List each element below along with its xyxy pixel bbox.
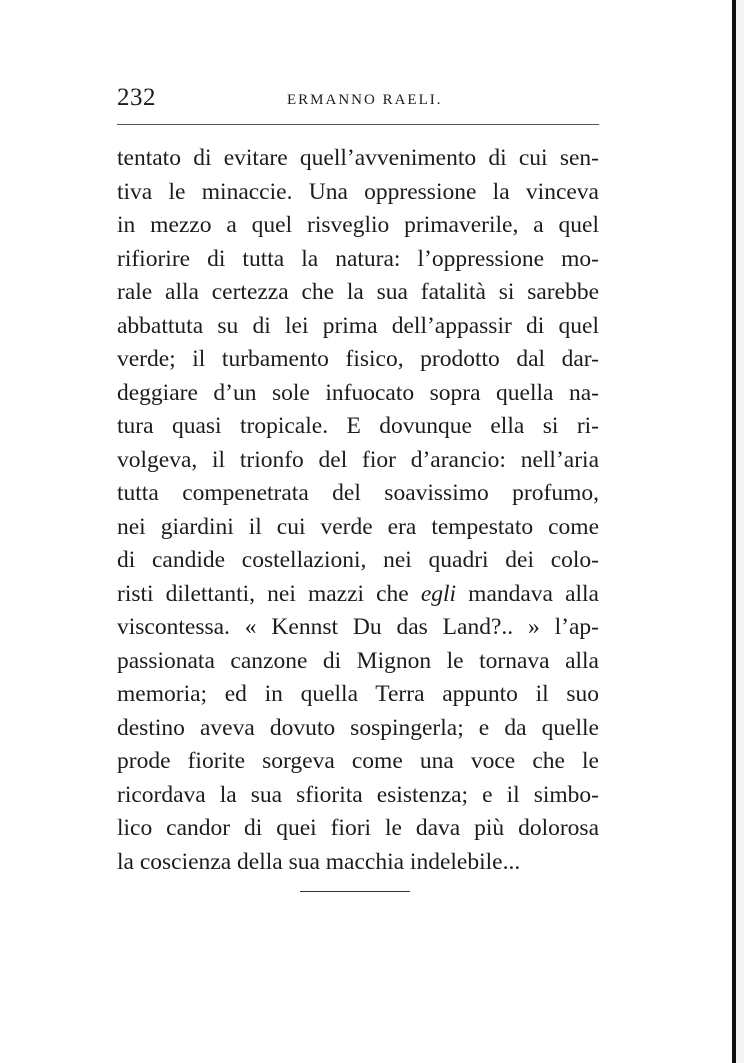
text-line: abbattuta su di lei prima dell’appassir di quel — [117, 312, 599, 339]
italic-word: egli — [420, 580, 457, 607]
end-rule — [300, 891, 410, 892]
text-line: tentato di evitare quell’avvenimento di cui sen- — [117, 145, 599, 171]
page-number: 232 — [117, 84, 156, 111]
text-line-end: mandava alla — [456, 580, 599, 607]
header-rule — [117, 124, 599, 125]
text-line — [117, 578, 599, 612]
text-line: deggiare d’un sole infuocato sopra quella na- — [117, 379, 599, 406]
text-line: verde; il turbamento fisico, prodotto dal dar- — [117, 346, 599, 372]
text-line: prode fiorite sorgeva come una voce che le — [117, 748, 599, 774]
text-line: tura quasi tropicale. E dovunque ella si ri- — [117, 413, 599, 439]
text-line: di candide costellazioni, nei quadri dei colo- — [117, 547, 599, 573]
text-line: in mezzo a quel risveglio primaverile, a quel — [117, 212, 599, 238]
text-line: passionata canzone di Mignon le tornava alla — [117, 647, 599, 674]
page-header — [117, 84, 599, 118]
text-line: memoria; ed in quella Terra appunto il suo — [117, 681, 599, 707]
text-line: nei giardini il cui verde era tempestato come — [117, 513, 599, 540]
text-line: viscontessa. « Kennst Du das Land?.. » l’ap- — [117, 614, 599, 640]
page-edge-shadow — [736, 0, 744, 1063]
text-line: volgeva, il trionfo del fior d’arancio: nell’aria — [117, 446, 599, 473]
running-title: ERMANNO RAELI. — [287, 92, 443, 108]
text-line: rifiorire di tutta la natura: l’oppressione mo- — [117, 245, 599, 272]
text-line: rale alla certezza che la sua fatalità si sarebbe — [117, 279, 599, 305]
text-line: ricordava la sua sfiorita esistenza; e il simbo- — [117, 781, 599, 808]
body-text — [117, 142, 599, 879]
text-line: tutta compenetrata del soavissimo profumo, — [117, 480, 599, 506]
text-line: la coscienza della sua macchia indelebile... — [117, 848, 521, 875]
text-line: lico candor di quei fiori le dava più dolorosa — [117, 815, 599, 841]
page-edge — [732, 0, 736, 1063]
text-line-start: risti dilettanti, nei mazzi che — [117, 580, 421, 607]
text-line: tiva le minaccie. Una oppressione la vinceva — [117, 178, 599, 205]
text-line: destino aveva dovuto sospingerla; e da quelle — [117, 714, 599, 741]
